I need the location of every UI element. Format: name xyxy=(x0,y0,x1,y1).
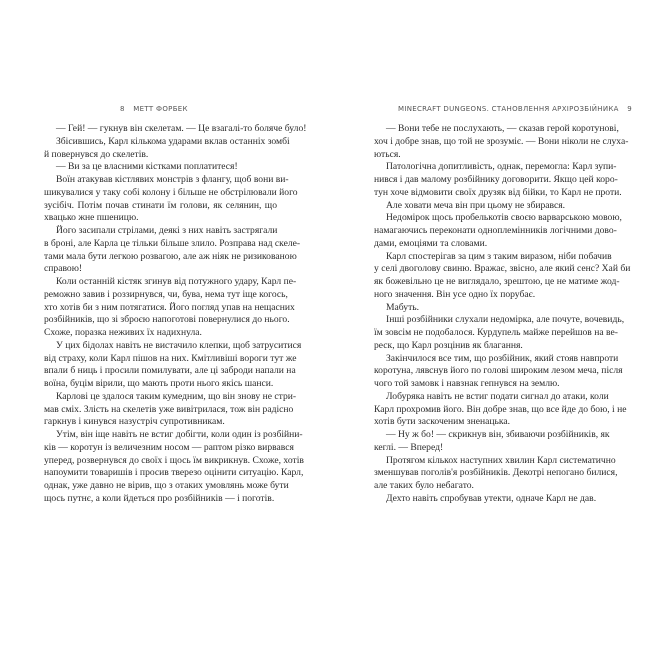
text-line: Коли останній кістяк згинув від потужного удару, Карл пе- xyxy=(56,276,297,287)
left-running-head xyxy=(114,105,188,113)
text-line: Лобуряка навіть не встиг подати сигнал до атаки, коли xyxy=(386,390,609,402)
text-line: тун хоче відмовити своїх друзяк від бійки, то Карл не проти. xyxy=(374,186,622,198)
text-line: Закінчилося все тим, що розбійник, який стояв навпроти xyxy=(386,352,619,364)
text-line: дами, емоціями та словами. xyxy=(374,237,488,249)
text-line: реск, що Карл розцінив як благання. xyxy=(374,339,523,351)
text-line: Карл прохромив його. Він добре знав, що все йде до бою, і не xyxy=(374,403,627,415)
text-line: — Гей! — гукнув він скелетам. — Це взагалі-то боляче було! xyxy=(56,123,307,134)
text-line: їм зовсім не подобалося. Курдупель майже перейшов на ве- xyxy=(374,327,618,338)
text-line: Патологічна допитливість, однак, перемогла: Карл зупи- xyxy=(386,161,617,173)
text-line: намагаючись переконати одноплемінників логічними дово- xyxy=(374,225,617,236)
text-line: хвацько жне пшеницю. xyxy=(44,212,139,224)
text-line: впали б ниць і просили помилувати, але ці заброди напали на xyxy=(44,365,296,377)
left-page-number: 8 xyxy=(120,105,125,113)
text-line: гаркнув і кинувся назустріч супротивникам. xyxy=(44,416,225,428)
text-line: реможно завив і роззирнувся, чи, бува, нема тут іще когось, xyxy=(44,288,288,300)
text-line: тами мала бути легкою розвагою, але аж ніяк не ризикованою xyxy=(44,250,297,262)
text-line: У цих бідолах навіть не вистачило клепки, щоб затруситися xyxy=(56,339,302,351)
text-line: чого той замовк і навзнак гепнувся на землю. xyxy=(374,378,560,389)
text-line: — Ну ж бо! — скрикнув він, збиваючи розбійників, як xyxy=(386,429,610,440)
text-line: мав сміх. Злість на скелетів уже вивітрилася, тож він радісно xyxy=(44,403,294,415)
text-line: в броні, але Карла це тільки більше злило. Розправа над скеле- xyxy=(44,237,301,249)
text-line: зменшував поголів'я розбійників. Декотрі непогано билися, xyxy=(374,467,618,479)
text-line: хотів бути заскоченим зненацька. xyxy=(374,416,511,428)
text-line: Мабуть. xyxy=(386,301,420,313)
text-line: Карлові це здалося таким кумедним, що він знову не стри- xyxy=(56,390,297,402)
text-line: ються. xyxy=(374,148,401,160)
text-line: нився і дав малому розбійнику договорити. Якщо цей коро- xyxy=(374,174,618,185)
text-line: напоумити товаришів і просив тверезо оцінити ситуацію. Карл, xyxy=(44,467,304,479)
left-running-head-title: МЕТТ ФОРБЕК xyxy=(133,105,188,113)
text-line: як божевільно це не виглядало, зрештою, це не матиме жод- xyxy=(374,276,620,287)
text-line: й повернувся до скелетів. xyxy=(44,148,149,160)
text-line: ного значення. Він усе одно їх порубає. xyxy=(374,288,536,300)
text-line: ків — коротун із величезним носом — раптом різко вирвався xyxy=(44,441,294,453)
text-line: розбійників, що зі зброєю напоготові повернулися до нього. xyxy=(44,314,290,326)
text-line: Протягом кількох наступних хвилин Карл систематично xyxy=(386,454,616,466)
right-running-head xyxy=(398,105,638,113)
text-line: Утім, він іще навіть не встиг добігти, коли один із розбійни- xyxy=(56,429,303,440)
text-line: уперед, розвернувся до своїх і щось їм викрикнув. Схоже, хотів xyxy=(44,454,304,466)
text-line: — Ви за це власними кістками поплатитеся! xyxy=(56,161,238,173)
text-line: однак, уже давно не вірив, що з отаких умовлянь може бути xyxy=(44,480,289,491)
text-line: Інші розбійники слухали недомірка, але почуте, вочевидь, xyxy=(386,314,625,326)
right-page-body xyxy=(374,123,631,506)
text-line: Карл спостерігав за цим з таким виразом, ніби побачив xyxy=(386,250,612,262)
text-line: кеглі. — Вперед! xyxy=(374,441,444,453)
right-page xyxy=(325,0,650,650)
text-line: — Вони тебе не послухають, — сказав герой коротунові, xyxy=(386,123,619,134)
text-line: коротуна, лявснув його по голові широким лезом меча, після xyxy=(374,365,623,377)
left-page-body xyxy=(44,123,307,506)
text-line: щось путнє, а коли йдеться про розбійників — і поготів. xyxy=(44,492,275,504)
text-line: хто хотів би з ним потягатися. Його погляд упав на нещасних xyxy=(44,301,295,313)
text-line: Дехто навіть спробував утекти, одначе Карл не дав. xyxy=(386,492,597,504)
text-line: Збісившись, Карл кількома ударами вклав останніх зомбі xyxy=(56,135,290,147)
text-line: воїна, буцім вірили, що мають проти нього якісь шанси. xyxy=(44,378,274,389)
text-line: Але ховати меча він при цьому не збирався. xyxy=(386,199,566,211)
text-line: Недомірок щось пробелькотів своєю варварською мовою, xyxy=(386,212,622,224)
right-page-number: 9 xyxy=(627,105,633,113)
text-line: але таких було небагато. xyxy=(374,480,474,491)
text-line: зусібіч. Потім почав стинати їм голови, як селянин, що xyxy=(44,199,277,211)
text-line: хоч і добре знав, що той не зрозуміє. — Вони ніколи не слуха- xyxy=(374,135,629,147)
text-line: справою! xyxy=(44,263,83,275)
text-line: у селі двоголову свиню. Вражає, звісно, але який сенс? Хай би xyxy=(374,263,631,275)
text-line: шикувалися у таку собі колону і більше не обстрілювали його xyxy=(44,186,298,198)
text-line: Його засипали стрілами, деякі з них навіть застрягали xyxy=(56,225,278,236)
right-running-head-title: MINECRAFT DUNGEONS. СТАНОВЛЕННЯ АРХІРОЗБІЙНИКА xyxy=(398,105,619,113)
text-line: від страху, коли Карл пішов на них. Кмітливіші вороги тут же xyxy=(44,352,297,364)
text-line: Воїн атакував кістлявих монстрів з флангу, щоб вони ви- xyxy=(56,174,289,185)
text-line: Схоже, поразка неживих їх надихнула. xyxy=(44,327,202,338)
